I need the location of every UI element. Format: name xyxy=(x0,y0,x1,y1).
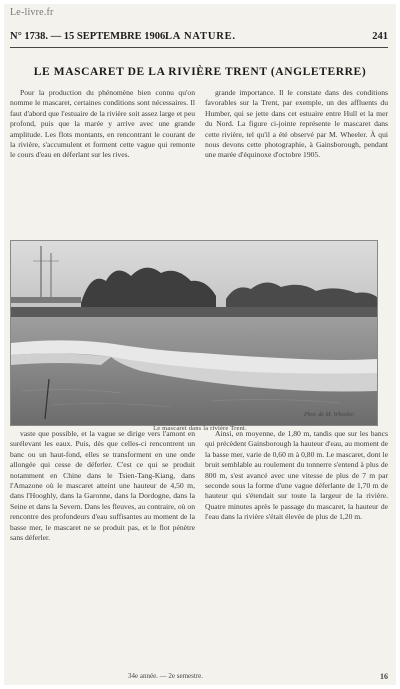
header-rule xyxy=(10,47,388,48)
bore-photograph xyxy=(10,240,378,426)
journal-name: LA NATURE. xyxy=(165,31,236,42)
text-column-bottom-right xyxy=(205,429,388,669)
paragraph: Pour la production du phénomène bien connu qu'on nomme le mascaret, certaines conditions sont nécessaires. Il faut d'abord que l'estuaire de la rivière soit assez large et peu profond, puis que la marée y arrive avec une grande amplitude. Les flots montants, en rencontrant le courant de la rivière, s'accumulent et forment cette vague qui remonte le cours d'eau en déferlant sur les rives. xyxy=(10,88,195,160)
running-header xyxy=(10,31,388,45)
site-brand[interactable]: Le-livre.fr xyxy=(10,7,54,18)
figure-caption: Le mascaret dans la rivière Trent. xyxy=(153,425,247,432)
photo-credit: Phot. de M. Wheeler. xyxy=(304,412,355,418)
volume-line: 34e année. — 2e semestre. xyxy=(128,672,204,680)
text-column-bottom-left xyxy=(10,429,195,669)
page xyxy=(4,4,396,685)
page-number: 241 xyxy=(372,31,388,42)
issue-number: N° 1738. — 15 SEPTEMBRE 1906. xyxy=(10,31,168,42)
paragraph: grande importance. Il le constate dans des conditions favorables sur la Trent, par exemple, un des affluents du Humber, qui se jette dans cet estuaire entre Hull et la mer du Nord. La figure ci-jointe représente le mascaret dans cette rivière, tel qu'il a été observé par M. Wheeler. À qui nous devons cette photographie, à Gainsborough, pendant une marée d'équinoxe d'octobre 1905. xyxy=(205,88,388,160)
text-column-top-left xyxy=(10,88,195,238)
text-column-top-right xyxy=(205,88,388,238)
paragraph: Ainsi, en moyenne, de 1,80 m, tandis que sur les bancs qui précèdent Gainsborough la hauteur d'eau, au moment de la basse mer, varie de 0,60 m à 0,80 m. Le mascaret, dont le bruit semblable au roulement du tonnerre s'entend à plus de 800 m, s'est avancé avec une vitesse de plus de 7 m par seconde sous la forme d'une vague déferlante de 1,70 m de hauteur qui s'étendait sur toute la largeur de la rivière. Quatre minutes après le passage du mascaret, la hauteur de l'eau dans la rivière s'était élevée de plus de 1,20 m. xyxy=(205,429,388,522)
signature-mark: 16 xyxy=(380,672,388,681)
page-footer xyxy=(10,672,388,682)
paragraph: vaste que possible, et la vague se dirige vers l'amont en surélevant les eaux. Puis, dès que celles-ci rencontrent un banc ou un haut-fond, elles se transforment en une onde allongée qui cesse de déferler. C'est ce qui se produit notamment en Chine dans le Tsien-Tang-Kiang, dans l'Amazone où le mascaret atteint une hauteur de 4,50 m, dans l'Hooghly, dans la Garonne, dans la Dordogne, dans la Seine et dans la Severn. Dans les fleuves, au contraire, où on rencontre des profondeurs d'eau suffisantes au moment de la basse mer, le mascaret ne se produit pas, et le flot pénètre sans déferler. xyxy=(10,429,195,543)
article-title: LE MASCARET DE LA RIVIÈRE TRENT (ANGLETERRE) xyxy=(33,66,367,78)
